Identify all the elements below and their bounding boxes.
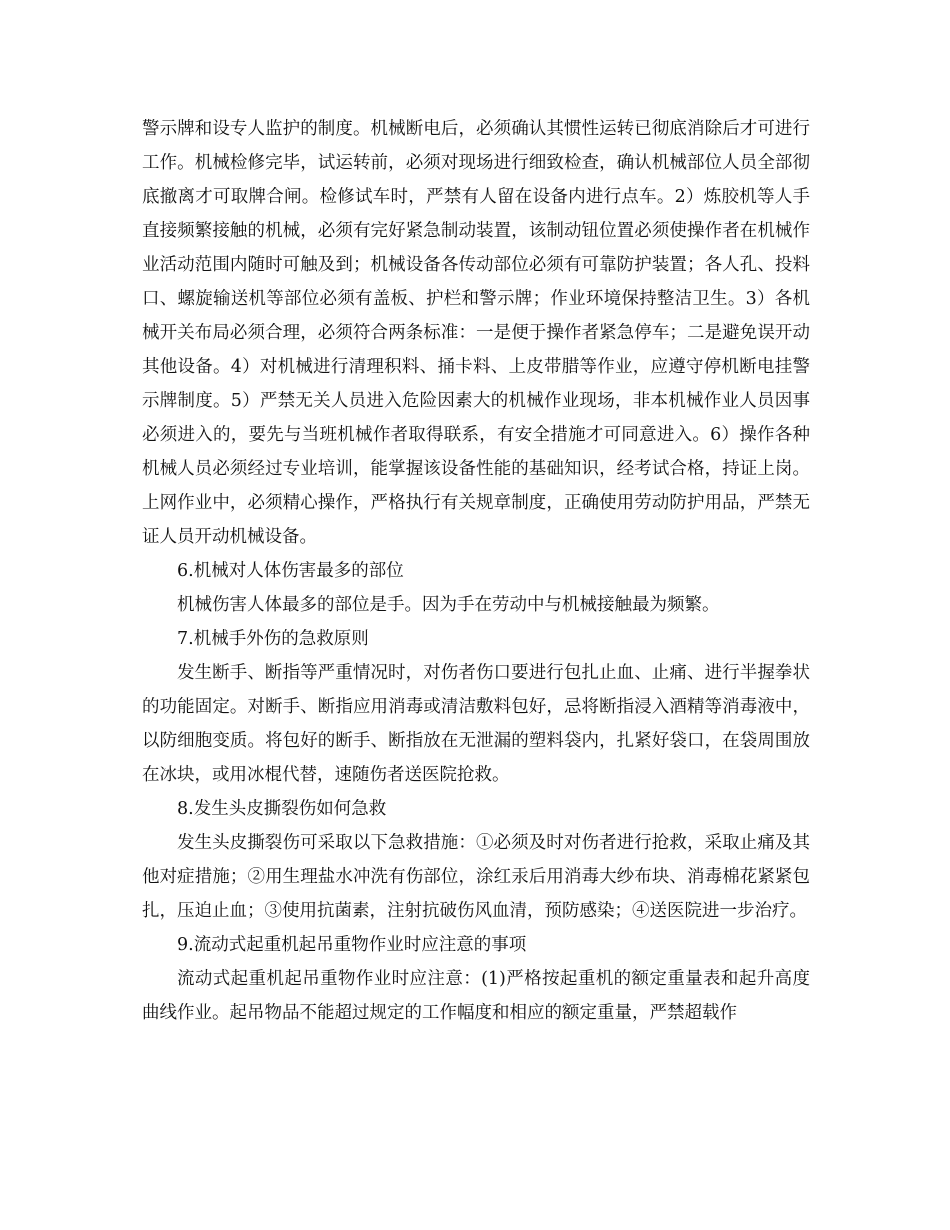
body-paragraph: 发生断手、断指等严重情况时，对伤者伤口要进行包扎止血、止痛、进行半握拳状的功能固定。对断手、断指应用消毒或清洁敷料包好，忌将断指浸入酒精等消毒液中，以防细胞变质。将包好的断手、断指放在无泄漏的塑料袋内，扎紧好袋口，在袋周围放在冰块，或用冰棍代替，速随伤者送医院抢救。	[142, 663, 810, 785]
body-paragraph: 警示牌和设专人监护的制度。机械断电后，必须确认其惯性运转已彻底消除后才可进行工作。机械检修完毕，试运转前，必须对现场进行细致检查，确认机械部位人员全部彻底撤离才可取牌合闸。检修试车时，严禁有人留在设备内进行点车。2）炼胶机等人手直接频繁接触的机械，必须有完好紧急制动装置，该制动钮位置必须使操作者在机械作业活动范围内随时可触及到；机械设备各传动部位必须有可靠防护装置；各人孔、投料口、螺旋输送机等部位必须有盖板、护栏和警示牌；作业环境保持整洁卫生。3）各机械开关布局必须合理，必须符合两条标准：一是便于操作者紧急停车；二是避免误开动其他设备。4）对机械进行清理积料、捅卡料、上皮带腊等作业，应遵守停机断电挂警示牌制度。5）严禁无关人员进入危险因素大的机械作业现场，非本机械作业人员因事必须进入的，要先与当班机械作者取得联系，有安全措施才可同意进入。6）操作各种机械人员必须经过专业培训，能掌握该设备性能的基础知识，经考试合格，持证上岗。上网作业中，必须精心操作，严格执行有关规章制度，正确使用劳动防护用品，严禁无证人员开动机械设备。	[142, 119, 810, 547]
section-heading: 6.机械对人体伤害最多的部位	[177, 561, 404, 581]
body-paragraph: 发生头皮撕裂伤可采取以下急救措施：①必须及时对伤者进行抢救，采取止痛及其他对症措施；②用生理盐水冲洗有伤部位，涂红汞后用消毒大纱布块、消毒棉花紧紧包扎，压迫止血；③使用抗菌素，注射抗破伤风血清，预防感染；④送医院进一步治疗。	[142, 833, 810, 921]
body-paragraph: 流动式起重机起吊重物作业时应注意：(1)严格按起重机的额定重量表和起升高度曲线作业。起吊物品不能超过规定的工作幅度和相应的额定重量，严禁超载作	[142, 969, 810, 1023]
section-heading: 7.机械手外伤的急救原则	[177, 629, 369, 649]
section-heading: 9.流动式起重机起吊重物作业时应注意的事项	[177, 935, 527, 955]
section-heading: 8.发生头皮撕裂伤如何急救	[177, 799, 387, 819]
body-paragraph: 机械伤害人体最多的部位是手。因为手在劳动中与机械接触最为频繁。	[177, 595, 720, 615]
document-page	[142, 112, 810, 1030]
